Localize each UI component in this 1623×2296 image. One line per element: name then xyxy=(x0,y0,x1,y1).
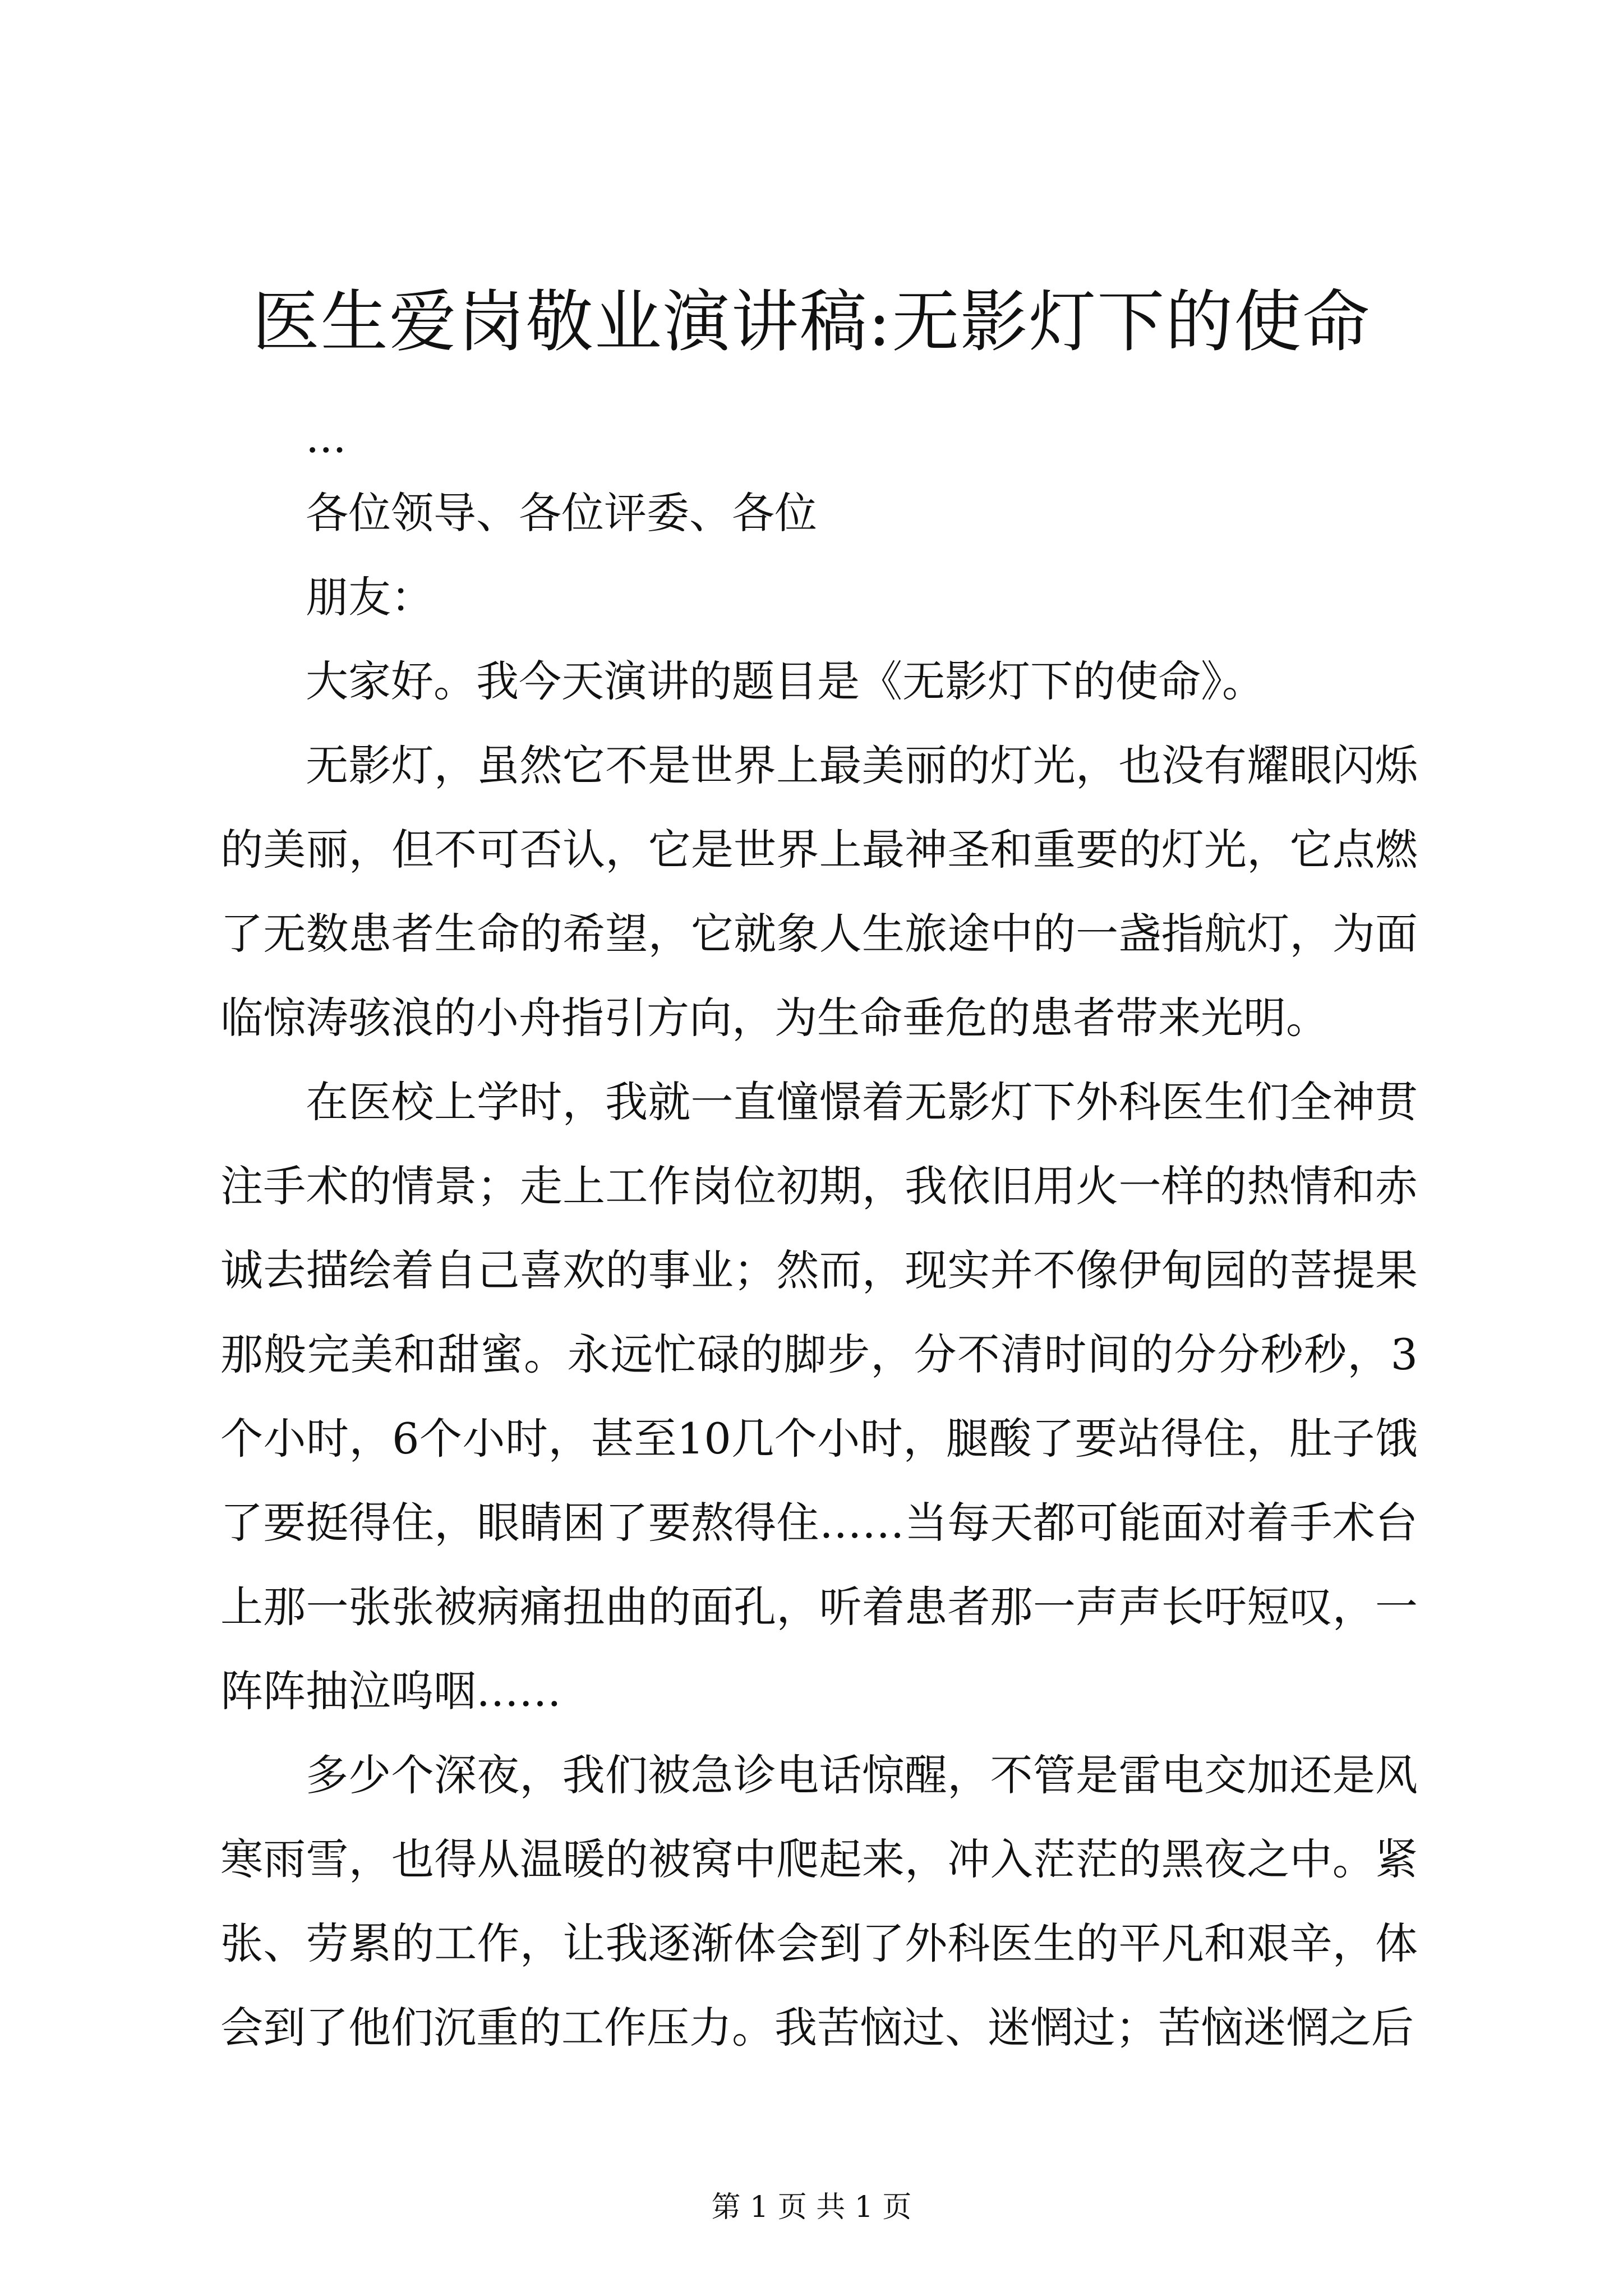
salutation-line-2: 朋友： xyxy=(306,572,434,622)
body-paragraph: 多少个深夜，我们被急诊电话惊醒，不管是雷电交加还是风寒雨雪，也得从温暖的被窝中爬起来，冲入茫茫的黑夜之中。紧张、劳累的工作，让我逐渐体会到了外科医生的平凡和艰辛，体会到了他们沉重的工作压力。我苦恼过、迷惘过；苦恼迷惘之后 xyxy=(220,1750,1418,2053)
body-paragraph: 无影灯，虽然它不是世界上最美丽的灯光，也没有耀眼闪烁的美丽，但不可否认，它是世界上最神圣和重要的灯光，它点燃了无数患者生命的希望，它就象人生旅途中的一盏指航灯，为面临惊涛骇浪的小舟指引方向，为生命垂危的患者带来光明。 xyxy=(220,740,1418,1043)
document-body xyxy=(220,404,1418,2070)
body-paragraph: 在医校上学时，我就一直憧憬着无影灯下外科医生们全神贯注手术的情景；走上工作岗位初期，我依旧用火一样的热情和赤诚去描绘着自己喜欢的事业；然而，现实并不像伊甸园的菩提果那般完美和甜蜜。永远忙碌的脚步，分不清时间的分分秒秒，3个小时，6个小时，甚至10几个小时，腿酸了要站得住，肚子饿了要挺得住，眼睛困了要熬得住……当每天都可能面对着手术台上那一张张被病痛扭曲的面孔，听着患者那一声声长吁短叹，一阵阵抽泣呜咽…… xyxy=(220,1077,1418,1716)
salutation-line-1: 各位领导、各位评委、各位 xyxy=(306,488,817,538)
document-title: 医生爱岗敬业演讲稿:无影灯下的使命 xyxy=(252,283,1371,361)
greeting-paragraph: 大家好。我今天演讲的题目是《无影灯下的使命》。 xyxy=(306,656,1265,706)
page-footer: 第 1 页 共 1 页 xyxy=(711,2191,912,2224)
ellipsis-line: ... xyxy=(306,412,347,462)
